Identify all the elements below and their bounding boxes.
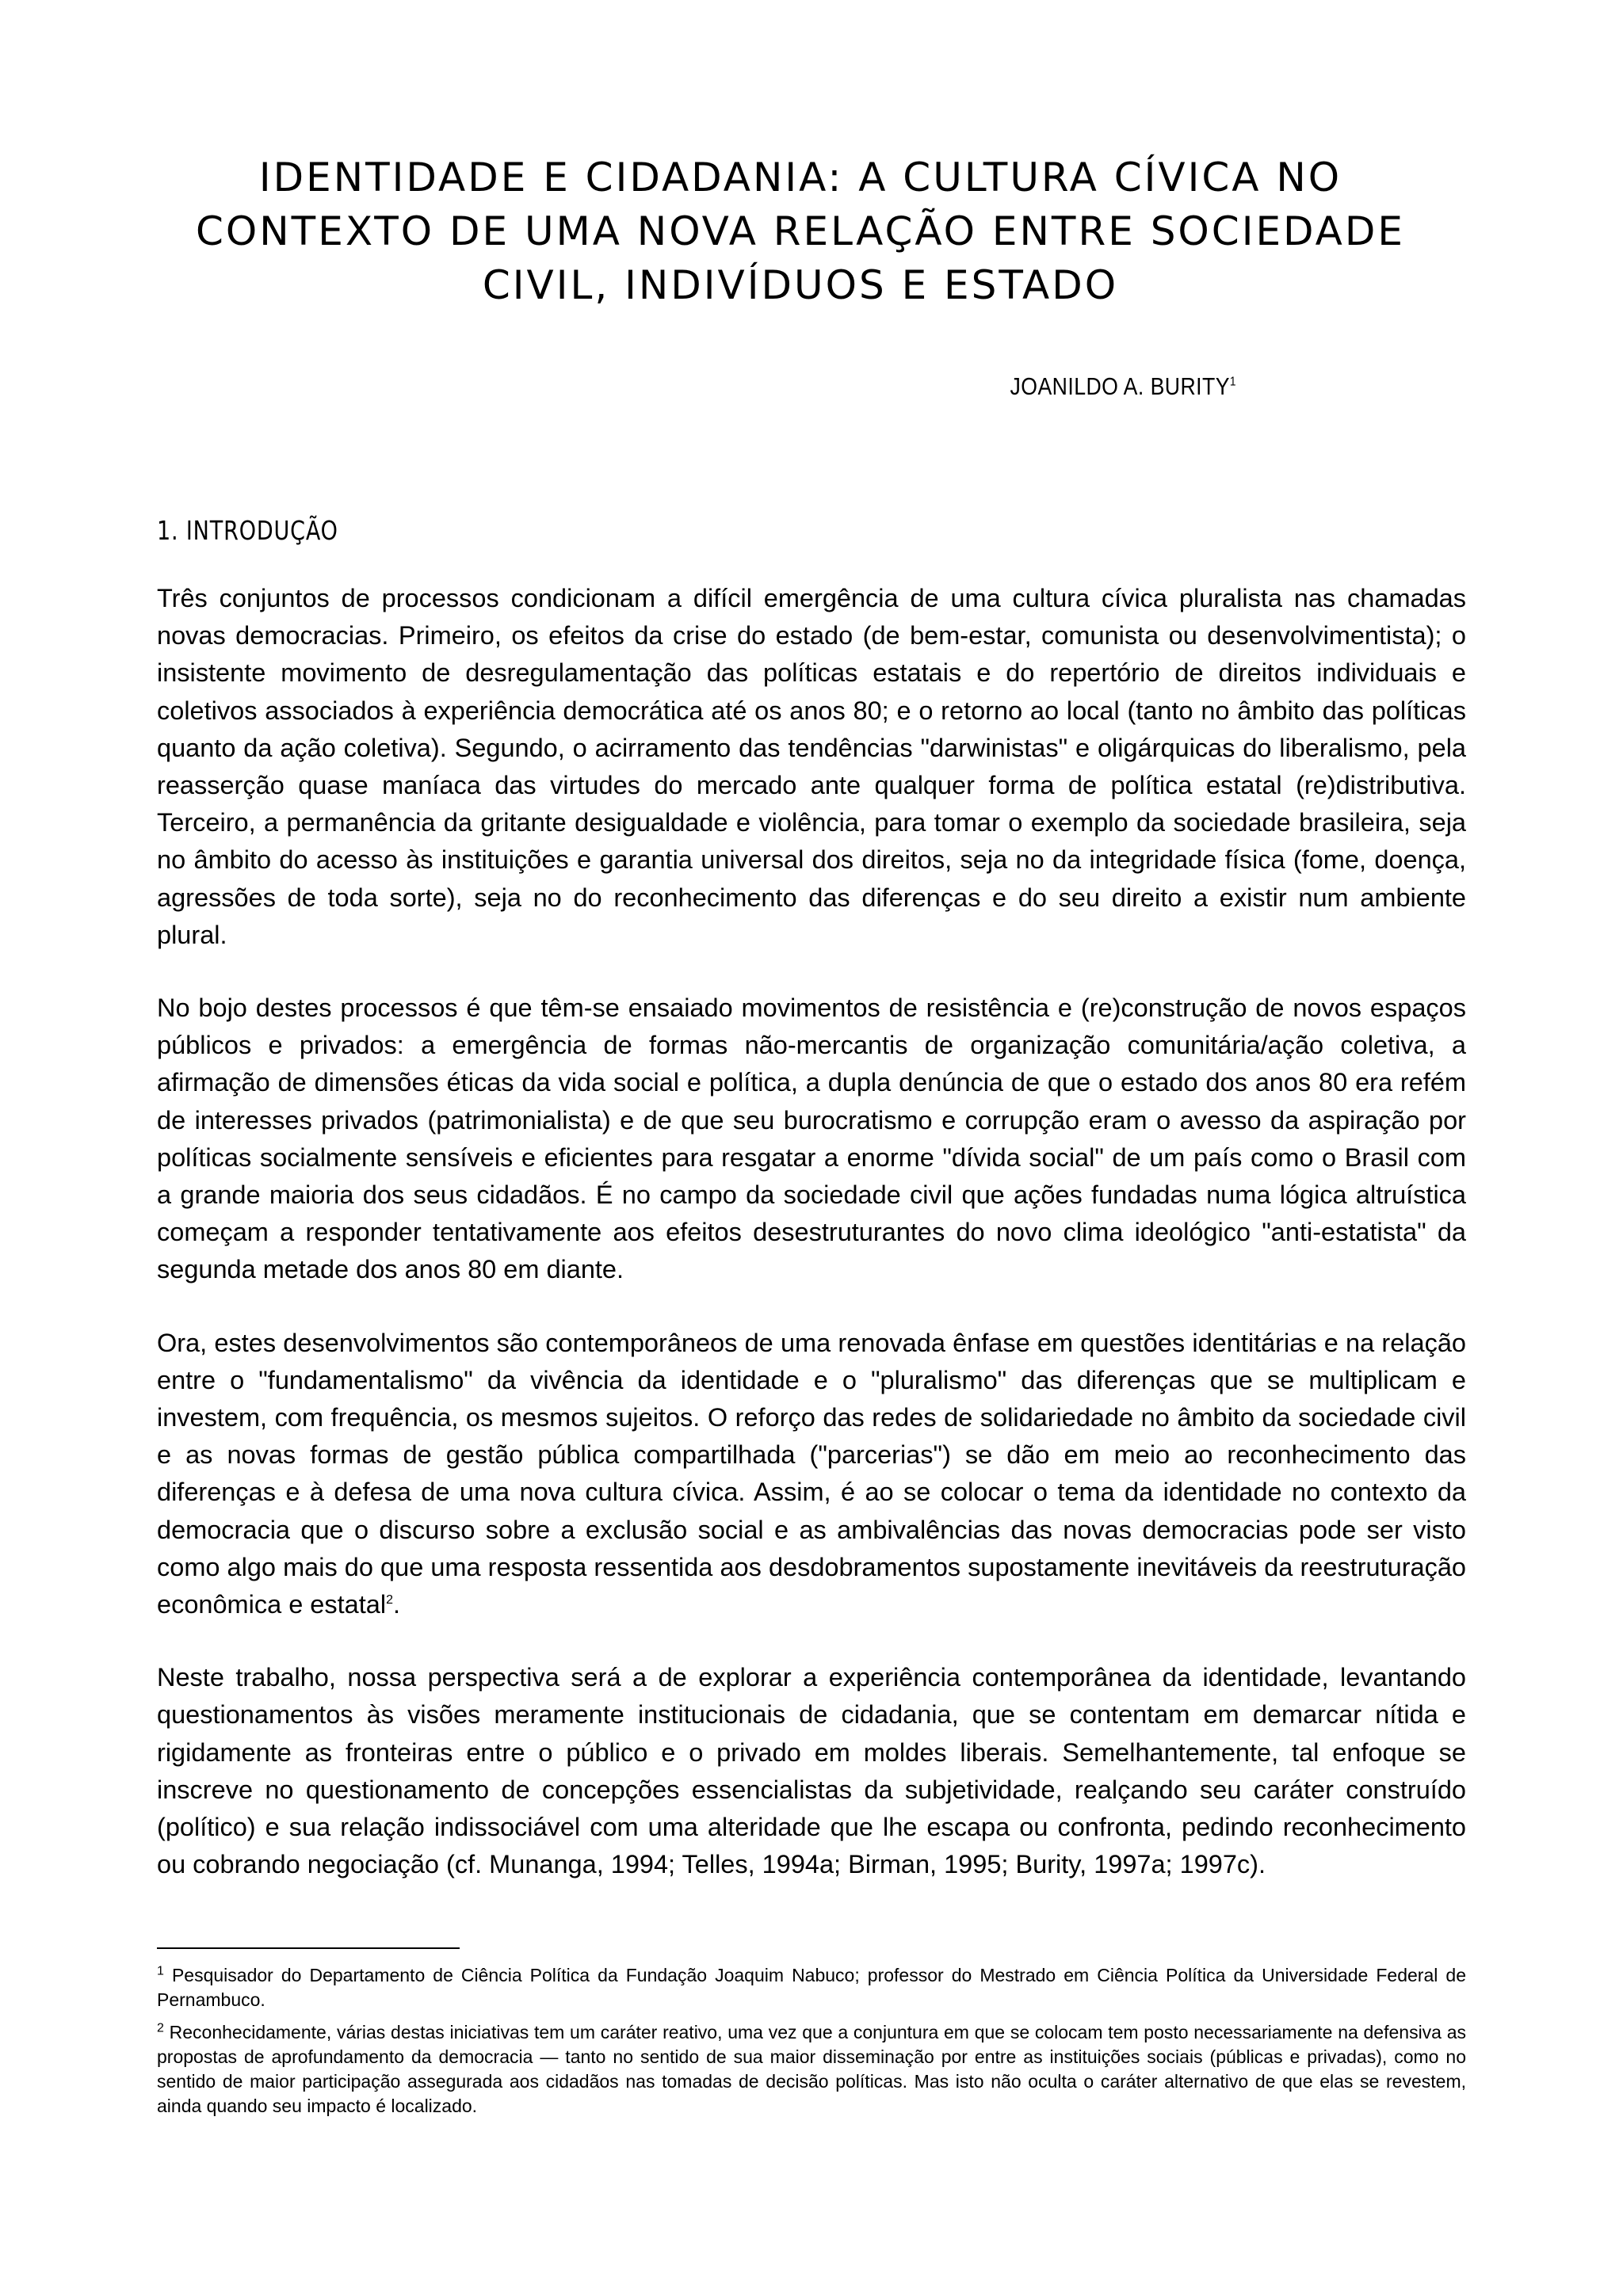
paragraph-2-text: No bojo destes processos é que têm-se ensaiado movimentos de resistência e (re)construção de novos espaços públicos e privados: a emergência de formas não-mercantis de organização comunitária/ação coletiva, a afirmação de dimensões éticas da vida social e política, a dupla denúncia de que o estado dos anos 80 era refém de interesses privados (patrimonialista) e de que seu burocratismo e corrupção eram o avesso da aspiração por políticas socialmente sensíveis e eficientes para resgatar a enorme "dívida social" de um país como o Brasil com a grande maioria dos seus cidadãos. É no campo da sociedade civil que ações fundadas numa lógica altruística começam a responder tentativamente aos efeitos desestruturantes do novo clima ideológico "anti-estatista" da segunda metade dos anos 80 em diante. xyxy=(157,994,1466,1284)
footnote-1 xyxy=(157,1963,1466,2012)
body-text xyxy=(157,580,1466,1920)
footnotes xyxy=(157,1963,1466,2126)
paragraph-4-text: Neste trabalho, nossa perspectiva será a de explorar a experiência contemporânea da identidade, levantando questionamentos às visões meramente institucionais de cidadania, que se contentam em demarcar nítida e rigidamente as fronteiras entre o público e o privado em moldes liberais. Semelhantemente, tal enfoque se inscreve no questionamento de concepções essencialistas da subjetividade, realçando seu caráter construído (político) e sua relação indissociável com uma alteridade que lhe escapa ou confronta, pedindo reconhecimento ou cobrando negociação (cf. Munanga, 1994; Telles, 1994a; Birman, 1995; Burity, 1997a; 1997c). xyxy=(157,1663,1466,1879)
paragraph-3 xyxy=(157,1325,1466,1624)
section-heading: 1. INTRODUÇÃO xyxy=(157,515,338,546)
footnote-1-text: Pesquisador do Departamento de Ciência Política da Fundação Joaquim Nabuco; professor do Mestrado em Ciência Política da Universidade Federal de Pernambuco. xyxy=(157,1965,1466,2010)
paragraph-1 xyxy=(157,580,1466,954)
footnote-1-marker: 1 xyxy=(157,1964,164,1978)
author-byline xyxy=(854,372,1236,401)
footnote-2-text: Reconhecidamente, várias destas iniciativas tem um caráter reativo, uma vez que a conjuntura em que se colocam tem posto necessariamente na defensiva as propostas de aprofundamento da democracia — tanto no sentido de sua maior disseminação por entre as instituições sociais (públicas e privadas), como no sentido de maior participação assegurada aos cidadãos nas tomadas de decisão políticas. Mas isto não oculta o caráter alternativo de que elas se revestem, ainda quando seu impacto é localizado. xyxy=(157,2022,1466,2116)
footnote-reference-2[interactable]: 2 xyxy=(386,1593,393,1608)
title-line-3: CIVIL, INDIVÍDUOS E ESTADO xyxy=(482,262,1119,308)
paragraph-4 xyxy=(157,1659,1466,1883)
paragraph-3-tail: . xyxy=(392,1590,400,1619)
title-line-1: IDENTIDADE E CIDADANIA: A CULTURA CÍVICA NO xyxy=(258,154,1342,200)
footnote-divider xyxy=(157,1947,460,1949)
paper-title xyxy=(119,151,1482,312)
footnote-2 xyxy=(157,2020,1466,2119)
author-name: JOANILDO A. BURITY xyxy=(1010,372,1230,400)
title-line-2: CONTEXTO DE UMA NOVA RELAÇÃO ENTRE SOCIEDADE xyxy=(196,208,1405,254)
paragraph-2 xyxy=(157,990,1466,1289)
paragraph-3-text: Ora, estes desenvolvimentos são contemporâneos de uma renovada ênfase em questões identitárias e na relação entre o "fundamentalismo" da vivência da identidade e o "pluralismo" das diferenças que se multiplicam e investem, com frequência, os mesmos sujeitos. O reforço das redes de solidariedade no âmbito da sociedade civil e as novas formas de gestão pública compartilhada ("parcerias") se dão em meio ao reconhecimento das diferenças e à defesa de uma nova cultura cívica. Assim, é ao se colocar o tema da identidade no contexto da democracia que o discurso sobre a exclusão social e as ambivalências das novas democracias pode ser visto como algo mais do que uma resposta ressentida aos desdobramentos supostamente inevitáveis da reestruturação econômica e estatal xyxy=(157,1328,1466,1619)
paragraph-1-text: Três conjuntos de processos condicionam a difícil emergência de uma cultura cívica pluralista nas chamadas novas democracias. Primeiro, os efeitos da crise do estado (de bem-estar, comunista ou desenvolvimentista); o insistente movimento de desregulamentação das políticas estatais e do repertório de direitos individuais e coletivos associados à experiência democrática até os anos 80; e o retorno ao local (tanto no âmbito das políticas quanto da ação coletiva). Segundo, o acirramento das tendências "darwinistas" e oligárquicas do liberalismo, pela reasserção quase maníaca das virtudes do mercado ante qualquer forma de política estatal (re)distributiva. Terceiro, a permanência da gritante desigualdade e violência, para tomar o exemplo da sociedade brasileira, seja no âmbito do acesso às instituições e garantia universal dos direitos, seja no da integridade física (fome, doença, agressões de toda sorte), seja no do reconhecimento das diferenças e do seu direito a existir num ambiente plural. xyxy=(157,584,1466,949)
footnote-2-marker: 2 xyxy=(157,2021,164,2035)
author-footnote-marker[interactable]: 1 xyxy=(1229,375,1236,389)
